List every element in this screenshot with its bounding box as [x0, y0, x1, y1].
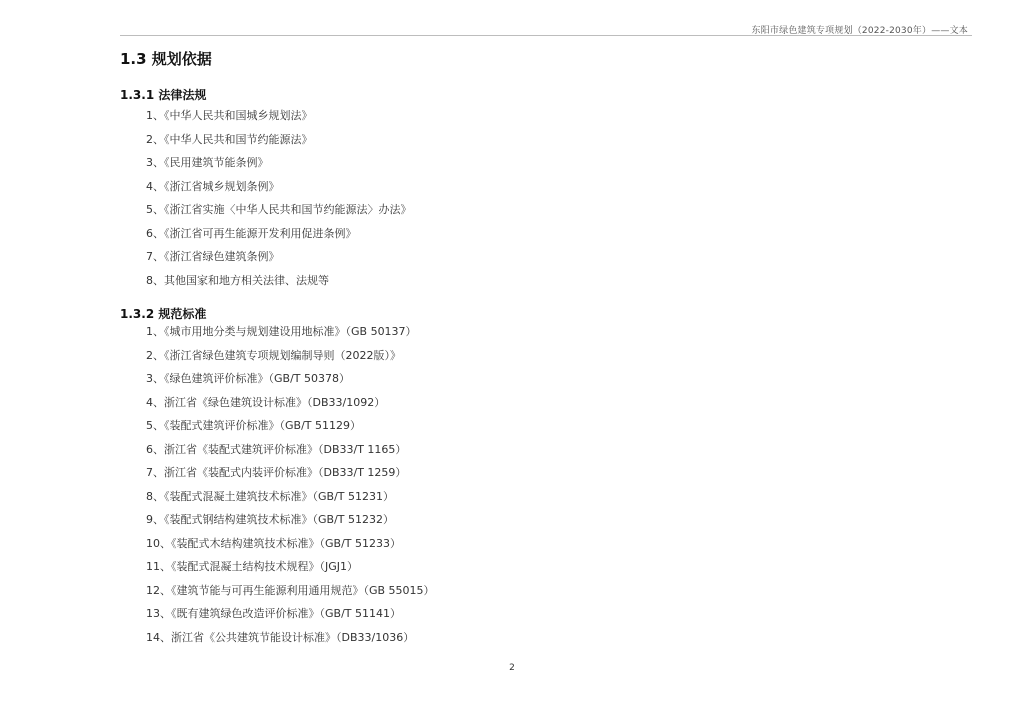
list-item: 5、《浙江省实施〈中华人民共和国节约能源法〉办法》: [146, 203, 412, 216]
list-item: 13、《既有建筑绿色改造评价标准》（GB/T 51141）: [146, 607, 401, 620]
list-item: 7、浙江省《装配式内装评价标准》（DB33/T 1259）: [146, 466, 407, 479]
list-item: 3、《民用建筑节能条例》: [146, 156, 269, 169]
header-divider: [120, 35, 972, 36]
list-item: 12、《建筑节能与可再生能源利用通用规范》（GB 55015）: [146, 583, 435, 597]
running-header: 东阳市绿色建筑专项规划（2022-2030年）——文本: [751, 26, 968, 36]
list-item: 3、《绿色建筑评价标准》（GB/T 50378）: [146, 372, 350, 385]
list-item: 2、《浙江省绿色建筑专项规划编制导则（2022版）》: [146, 348, 401, 362]
list-item: 5、《装配式建筑评价标准》（GB/T 51129）: [146, 419, 361, 432]
laws-list: [146, 104, 412, 292]
standards-list: [146, 320, 435, 649]
list-item: 4、《浙江省城乡规划条例》: [146, 179, 280, 193]
list-item: 2、《中华人民共和国节约能源法》: [146, 132, 313, 146]
list-item: 4、浙江省《绿色建筑设计标准》（DB33/1092）: [146, 395, 386, 409]
list-item: 9、《装配式钢结构建筑技术标准》（GB/T 51232）: [146, 513, 394, 526]
list-item: 6、浙江省《装配式建筑评价标准》（DB33/T 1165）: [146, 442, 407, 456]
list-item: 8、《装配式混凝土建筑技术标准》（GB/T 51231）: [146, 489, 394, 503]
list-item: 1、《中华人民共和国城乡规划法》: [146, 109, 313, 122]
list-item: 8、其他国家和地方相关法律、法规等: [146, 273, 329, 287]
page-number: 2: [509, 663, 515, 673]
list-item: 1、《城市用地分类与规划建设用地标准》（GB 50137）: [146, 325, 417, 338]
list-item: 10、《装配式木结构建筑技术标准》（GB/T 51233）: [146, 536, 401, 550]
list-item: 7、《浙江省绿色建筑条例》: [146, 250, 280, 263]
standards-heading: 1.3.2 规范标准: [120, 307, 207, 321]
laws-heading: 1.3.1 法律法规: [120, 88, 207, 102]
list-item: 6、《浙江省可再生能源开发利用促进条例》: [146, 226, 357, 240]
list-item: 14、浙江省《公共建筑节能设计标准》（DB33/1036）: [146, 630, 415, 644]
section-title: 1.3 规划依据: [120, 50, 212, 68]
list-item: 11、《装配式混凝土结构技术规程》（JGJ1）: [146, 560, 359, 573]
